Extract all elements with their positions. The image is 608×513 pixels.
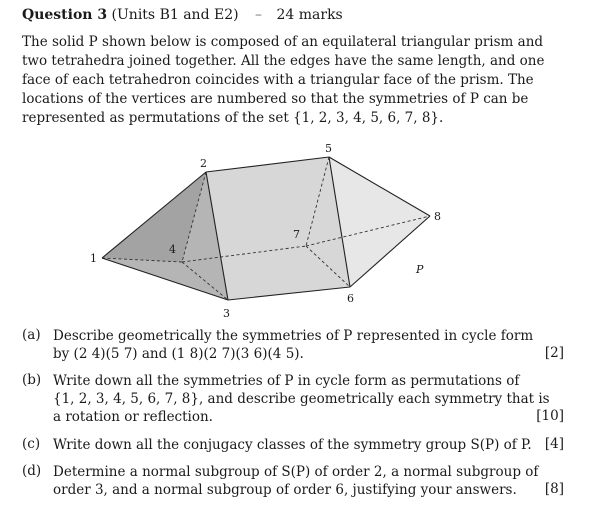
part-line: by (2 4)(5 7) and (1 8)(2 7)(3 6)(4 5). [53,346,304,362]
part-line: Write down all the symmetries of P in cycle form as permutations of [53,373,520,389]
question-units: (Units B1 and E2) [111,7,239,23]
part-label: (a) [22,327,41,343]
vertex-label-2: 2 [200,157,207,170]
part-text [53,327,534,363]
part-marks: [2] [544,345,564,361]
heading-dash: – [255,7,263,23]
vertex-label-7: 7 [293,228,300,241]
part-line: a rotation or reflection. [53,409,213,425]
solid-label: P [416,263,424,276]
part-marks: [10] [536,408,564,424]
vertex-label-1: 1 [90,252,97,265]
part-line: Write down all the conjugacy classes of the symmetry group S(P) of P. [53,437,532,453]
intro-line: represented as permutations of the set {1, 2, 3, 4, 5, 6, 7, 8}. [22,110,444,126]
part-label: (d) [22,463,42,479]
solid-diagram [80,140,460,325]
part-text [53,463,539,499]
vertex-label-8: 8 [434,210,441,223]
part-text [53,436,532,454]
part-line: Describe geometrically the symmetries of P represented in cycle form [53,328,534,344]
intro-line: locations of the vertices are numbered so that the symmetries of P can be [22,91,529,107]
intro-line: The solid P shown below is composed of an equilateral triangular prism and [22,34,544,50]
question-number: Question 3 [22,7,108,23]
part-marks: [8] [544,481,564,497]
intro-line: two tetrahedra joined together. All the edges have the same length, and one [22,53,545,69]
part-marks: [4] [544,436,564,452]
solid-figure [80,140,460,325]
question-total-marks: 24 marks [276,7,343,23]
prism-front-face [206,157,350,300]
intro-line: face of each tetrahedron coincides with a triangular face of the prism. The [22,72,534,88]
vertex-label-4: 4 [169,243,176,256]
part-line: Determine a normal subgroup of S(P) of order 2, a normal subgroup of [53,464,539,480]
question-heading [22,7,343,23]
part-line: order 3, and a normal subgroup of order 6, justifying your answers. [53,482,517,498]
part-line: {1, 2, 3, 4, 5, 6, 7, 8}, and describe geometrically each symmetry that is [53,391,550,407]
vertex-label-5: 5 [325,142,332,155]
question-intro [22,33,545,128]
vertex-label-6: 6 [347,292,354,305]
vertex-label-3: 3 [223,307,230,320]
part-label: (b) [22,372,42,388]
part-label: (c) [22,436,41,452]
